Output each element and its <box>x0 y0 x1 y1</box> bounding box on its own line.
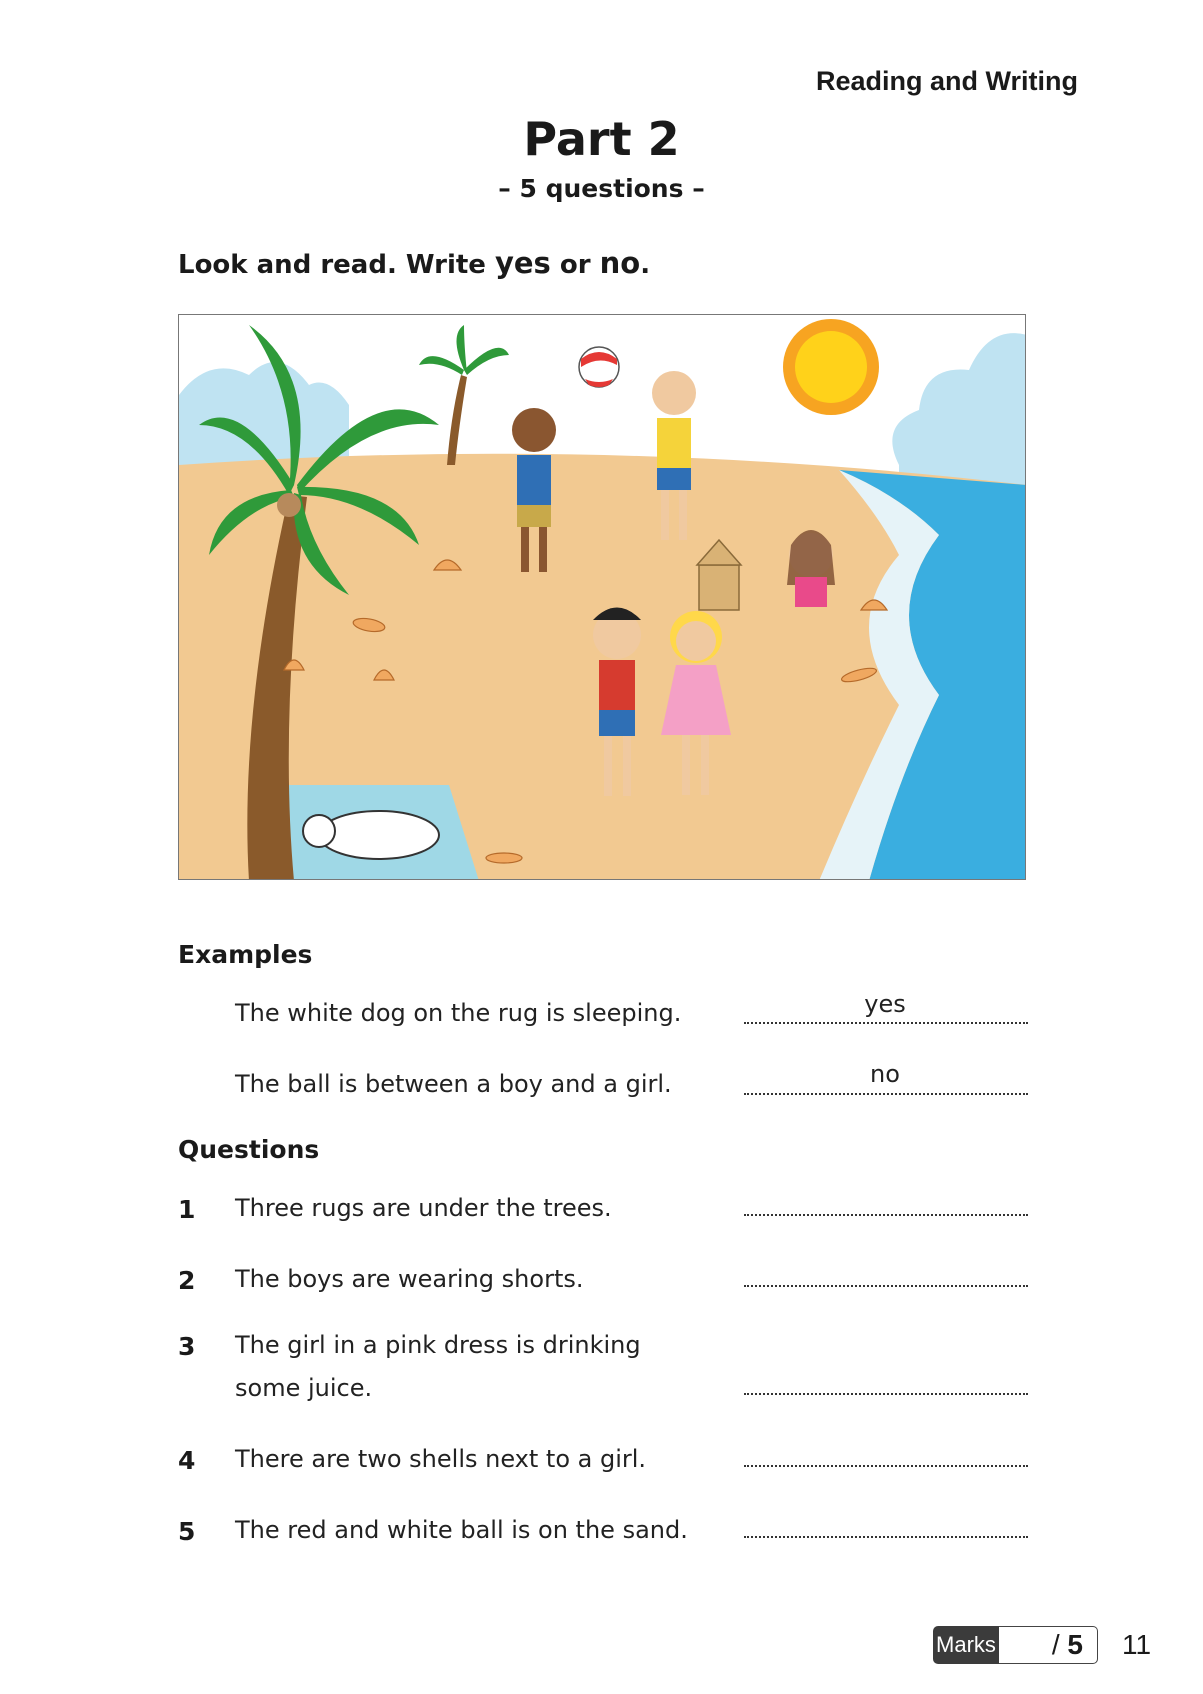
question-number-2: 2 <box>178 1266 196 1295</box>
beach-ball-icon <box>579 347 619 387</box>
answer-field-3[interactable] <box>744 1393 1028 1395</box>
question-sentence-1: Three rugs are under the trees. <box>235 1194 612 1222</box>
instruction-yes: yes <box>494 246 551 280</box>
beach-scene <box>179 315 1026 880</box>
beach-illustration <box>178 314 1026 880</box>
question-sentence-3-line-2: some juice. <box>235 1374 373 1402</box>
marks-score-field <box>999 1626 1098 1664</box>
example-sentence-2: The ball is between a boy and a girl. <box>235 1070 672 1098</box>
sun-icon <box>783 319 879 415</box>
answer-field-4[interactable] <box>744 1465 1028 1467</box>
question-sentence-2: The boys are wearing shorts. <box>235 1265 584 1293</box>
example-answer-1: yes <box>864 990 906 1018</box>
part-title: Part 2 <box>523 112 680 166</box>
marks-label: Marks <box>933 1626 999 1664</box>
question-count: – 5 questions – <box>498 174 705 203</box>
answer-field-1[interactable] <box>744 1214 1028 1216</box>
question-sentence-3-line-1: The girl in a pink dress is drinking <box>235 1331 641 1359</box>
section-label: Reading and Writing <box>816 66 1078 96</box>
example-answer-line-1 <box>744 1022 1028 1024</box>
instruction <box>178 246 650 280</box>
instruction-prefix: Look and read. Write <box>178 250 495 280</box>
instruction-no: no <box>599 246 641 280</box>
question-number-4: 4 <box>178 1446 196 1475</box>
page-number: 11 <box>1122 1629 1152 1660</box>
marks-total-value: 5 <box>1067 1629 1083 1660</box>
instruction-suffix: . <box>640 250 651 280</box>
question-number-5: 5 <box>178 1517 196 1546</box>
example-sentence-1: The white dog on the rug is sleeping. <box>235 999 682 1027</box>
examples-heading: Examples <box>178 940 313 969</box>
question-number-3: 3 <box>178 1332 196 1361</box>
question-number-1: 1 <box>178 1195 196 1224</box>
questions-heading: Questions <box>178 1135 320 1164</box>
instruction-or: or <box>550 250 600 280</box>
marks-slash: / <box>1051 1629 1060 1660</box>
marks-total <box>1052 1629 1083 1661</box>
example-answer-2: no <box>870 1060 900 1088</box>
question-sentence-4: There are two shells next to a girl. <box>235 1445 647 1473</box>
dog-icon <box>319 811 439 859</box>
answer-field-5[interactable] <box>744 1536 1028 1538</box>
marks-box <box>933 1626 1103 1664</box>
question-sentence-5: The red and white ball is on the sand. <box>235 1516 688 1544</box>
answer-field-2[interactable] <box>744 1285 1028 1287</box>
example-answer-line-2 <box>744 1093 1028 1095</box>
